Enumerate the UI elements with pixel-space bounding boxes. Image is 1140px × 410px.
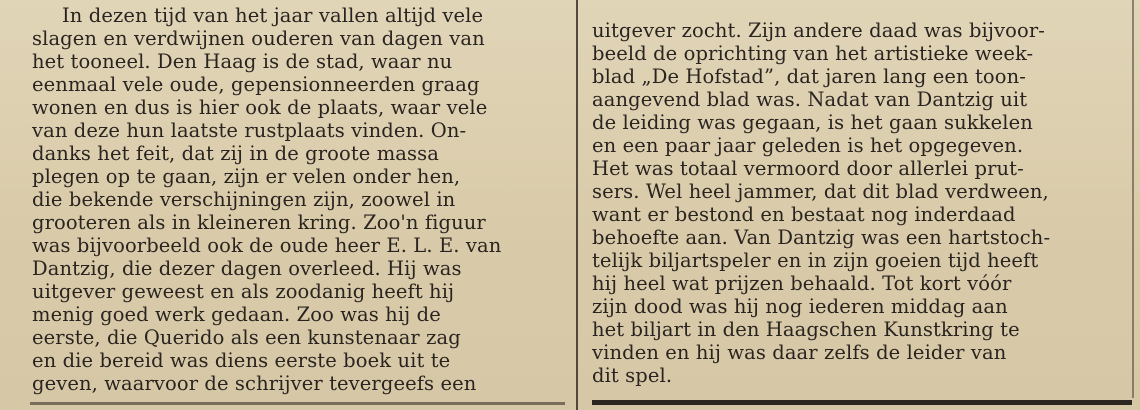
right-edge-rule xyxy=(1132,0,1134,398)
text-line: In dezen tijd van het jaar vallen altijd vele xyxy=(62,4,484,27)
text-line: en een paar jaar geleden is het opgegeven. xyxy=(592,134,1024,157)
text-line: want er bestond en bestaat nog inderdaad xyxy=(592,203,1016,226)
text-line: vinden en hij was daar zelfs de leider van xyxy=(592,341,1007,364)
text-line: eerste, die Querido als een kunstenaar zag xyxy=(32,326,461,349)
text-line: danks het feit, dat zij in de groote massa xyxy=(32,142,439,165)
text-line: uitgever geweest en als zoodanig heeft hij xyxy=(32,280,455,303)
text-line: de leiding was gegaan, is het gaan sukkelen xyxy=(592,111,1033,134)
text-line: zijn dood was hij nog iederen middag aan xyxy=(592,295,1008,318)
text-line: beeld de oprichting van het artistieke week- xyxy=(592,42,1034,65)
text-line: blad „De Hofstad”, dat jaren lang een toon- xyxy=(592,65,1026,88)
bottom-rule-right xyxy=(592,400,1132,405)
text-line: aangevend blad was. Nadat van Dantzig uit xyxy=(592,88,1028,111)
text-line: geven, waarvoor de schrijver tevergeefs een xyxy=(32,372,477,395)
text-line: uitgever zocht. Zijn andere daad was bijvoor- xyxy=(592,19,1045,42)
text-line: grooteren als in kleineren kring. Zoo'n figuur xyxy=(32,211,486,234)
text-line: hij heel wat prijzen behaald. Tot kort vóór xyxy=(592,272,1012,295)
text-line: die bekende verschijningen zijn, zoowel in xyxy=(32,188,456,211)
text-line: menig goed werk gedaan. Zoo was hij de xyxy=(32,303,441,326)
text-line: Het was totaal vermoord door allerlei prut- xyxy=(592,157,1024,180)
text-line: slagen en verdwijnen ouderen van dagen van xyxy=(32,27,485,50)
text-line: Dantzig, die dezer dagen overleed. Hij was xyxy=(32,257,462,280)
text-line: en die bereid was diens eerste boek uit te xyxy=(32,349,451,372)
text-line: het biljart in den Haagschen Kunstkring te xyxy=(592,318,1020,341)
text-line: behoefte aan. Van Dantzig was een hartstoch- xyxy=(592,226,1051,249)
text-line: het tooneel. Den Haag is de stad, waar nu xyxy=(32,50,453,73)
text-line: wonen en dus is hier ook de plaats, waar vele xyxy=(32,96,488,119)
text-line: was bijvoorbeeld ook de oude heer E. L. E. van xyxy=(32,234,502,257)
text-line: plegen op te gaan, zijn er velen onder hen, xyxy=(32,165,461,188)
text-line: dit spel. xyxy=(592,364,673,387)
text-line: eenmaal vele oude, gepensionneerden graag xyxy=(32,73,480,96)
bottom-rule-left xyxy=(30,402,565,405)
text-line: van deze hun laatste rustplaats vinden. On- xyxy=(32,119,467,142)
column-divider xyxy=(576,0,578,410)
text-line: sers. Wel heel jammer, dat dit blad verdween, xyxy=(592,180,1049,203)
text-line: telijk biljartspeler en in zijn goeien tijd heeft xyxy=(592,249,1039,272)
